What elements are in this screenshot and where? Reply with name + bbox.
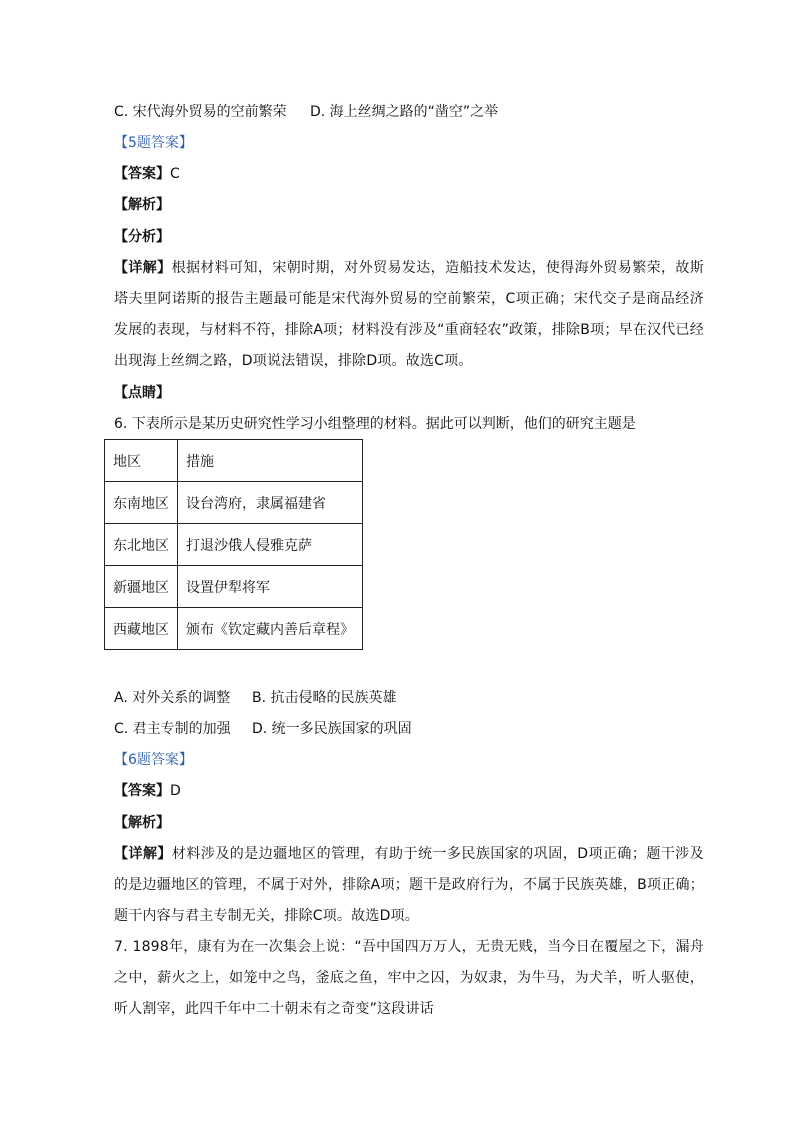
answer-value: D [170,783,181,799]
detail-text: 根据材料可知，宋朝时期，对外贸易发达，造船技术发达，使得海外贸易繁荣，故斯塔夫里阿诺斯的报告主题最可能是宋代海外贸易的空前繁荣，C项正确；宋代交子是商品经济发展的表现，与材料不符，排除A项；材料没有涉及“重商轻农”政策，排除B项；早在汉代已经出现海上丝绸之路，D项说法错误，排除D项。故选C项。 [114,260,704,369]
q5-answer-header: 【5题答案】 [114,135,193,151]
table-cell: 设置伊犁将军 [178,566,363,608]
q6-analysis-label: 【解析】 [114,815,170,831]
q5-answer-row [114,164,180,184]
table-header-cell: 措施 [178,440,363,482]
answer-value: C [170,166,180,182]
table-cell: 东南地区 [105,482,178,524]
detail-text: 材料涉及的是边疆地区的管理，有助于统一多民族国家的巩固，D项正确；题干涉及的是边疆地区的管理，不属于对外，排除A项；题干是政府行为，不属于民族英雄，B项正确；题干内容与君主专制无关，排除C项。故选D项。 [114,846,704,924]
q5-option-c: C. 宋代海外贸易的空前繁荣 [114,104,287,120]
table-cell: 西藏地区 [105,608,178,650]
q6-answer-header: 【6题答案】 [114,752,193,768]
table-cell: 东北地区 [105,524,178,566]
q5-options-row [114,102,498,122]
q6-detail-paragraph [114,839,704,932]
table-cell: 新疆地区 [105,566,178,608]
q6-option-d: D. 统一多民族国家的巩固 [252,721,412,737]
q6-options-row-1 [114,688,397,708]
table-row [105,482,363,524]
answer-label: 【答案】 [114,166,170,182]
q5-option-d: D. 海上丝绸之路的“凿空”之举 [310,104,499,120]
q5-analysis-label: 【解析】 [114,197,170,213]
table-cell: 设台湾府，隶属福建省 [178,482,363,524]
q6-option-c: C. 君主专制的加强 [114,721,231,737]
q6-answer-row [114,781,181,801]
table-row [105,566,363,608]
table-row [105,608,363,650]
detail-label: 【详解】 [114,846,172,862]
q6-option-a: A. 对外关系的调整 [114,690,231,706]
q6-options-row-2 [114,719,412,739]
table-row [105,524,363,566]
q6-table [104,439,363,650]
q5-fenxi-label: 【分析】 [114,229,170,245]
table-header-row [105,440,363,482]
q5-detail-paragraph [114,253,704,377]
q6-option-b: B. 抗击侵略的民族英雄 [252,690,397,706]
table-header-cell: 地区 [105,440,178,482]
q7-stem: 7. 1898年，康有为在一次集会上说：“吾中国四万万人，无贵无贱，当今日在覆屋之下，漏舟之中，薪火之上，如笼中之鸟，釜底之鱼，牢中之囚，为奴隶，为牛马，为犬羊，听人驱使，听人割宰，此四千年中二十朝未有之奇变”这段讲话 [114,939,704,1017]
answer-label: 【答案】 [114,783,170,799]
table-cell: 颁布《钦定藏内善后章程》 [178,608,363,650]
table-cell: 打退沙俄人侵雅克萨 [178,524,363,566]
detail-label: 【详解】 [114,260,172,276]
q6-stem: 6. 下表所示是某历史研究性学习小组整理的材料。据此可以判断，他们的研究主题是 [114,416,636,432]
q5-dianjing-label: 【点睛】 [114,385,170,401]
